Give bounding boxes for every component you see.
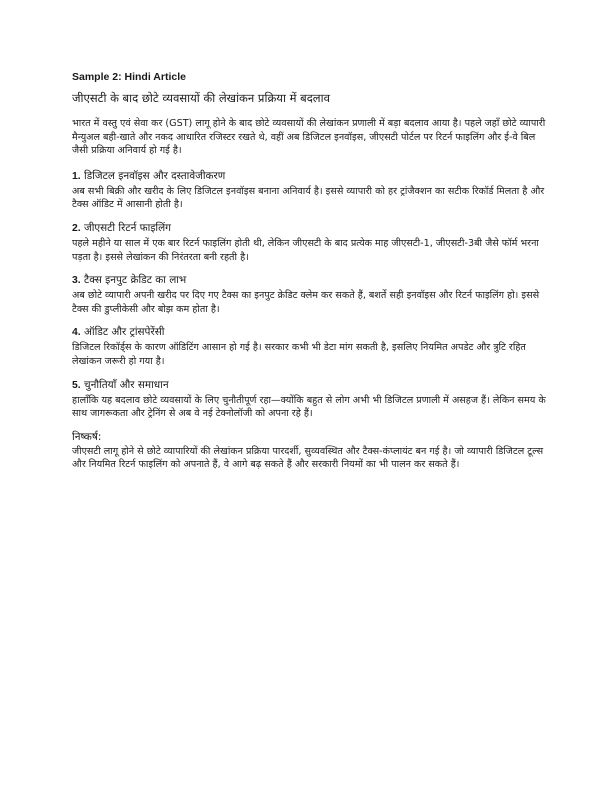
section-number: 5. — [72, 379, 81, 391]
article-title: जीएसटी के बाद छोटे व्यवसायों की लेखांकन प्रक्रिया में बदलाव — [72, 91, 330, 105]
section-body: अब सभी बिक्री और खरीद के लिए डिजिटल इनवॉइस बनाना अनिवार्य है। इससे व्यापारी को हर ट्रांजैक्शन का सटीक रिकॉर्ड मिलता है और टैक्स ऑडिट में आसानी होती है। — [72, 185, 545, 211]
conclusion-heading: निष्कर्ष: — [72, 430, 102, 443]
section-heading — [72, 169, 548, 184]
section-heading-text: ऑडिट और ट्रांसपेरेंसी — [83, 326, 165, 339]
section-body: अब छोटे व्यापारी अपनी खरीद पर दिए गए टैक्स का इनपुट क्रेडिट क्लेम कर सकते हैं, बशर्ते सही इनवॉइस और रिटर्न फाइलिंग हो। इससे टैक्स की डुप्लीकेसी और बोझ कम होता है। — [72, 290, 540, 315]
section-heading-text: डिजिटल इनवॉइस और दस्तावेजीकरण — [83, 169, 226, 182]
section-heading — [72, 325, 548, 340]
intro-paragraph: भारत में वस्तु एवं सेवा कर (GST) लागू होने के बाद छोटे व्यवसायों की लेखांकन प्रणाली में बड़ा बदलाव आया है। पहले जहाँ छोटे व्यापारी मैन्युअल बही-खाते और नकद आधारित रजिस्टर रखते थे, वहीं अब डिजिटल इनवॉइस, जीएसटी पोर्टल पर रिटर्न फाइलिंग और ई-वे बिल जैसी प्रक्रिया अनिवार्य हो गई है। — [72, 118, 546, 157]
section-heading-text: चुनौतियाँ और समाधान — [83, 378, 169, 391]
section-heading — [72, 378, 548, 393]
section-body: हालाँकि यह बदलाव छोटे व्यवसायों के लिए चुनौतीपूर्ण रहा—क्योंकि बहुत से लोग अभी भी डिजिटल प्रणाली में असहज हैं। लेकिन समय के साथ जागरूकता और ट्रेनिंग से अब वे नई टेक्नोलॉजी को अपना रहे हैं। — [72, 394, 546, 420]
section-input-tax-credit — [72, 273, 548, 316]
section-digital-invoice — [72, 169, 548, 212]
section-audit-transparency — [72, 325, 548, 368]
section-number: 1. — [72, 170, 81, 182]
section-heading — [72, 221, 548, 236]
section-heading-text: टैक्स इनपुट क्रेडिट का लाभ — [83, 274, 187, 287]
section-body: पहले महीने या साल में एक बार रिटर्न फाइलिंग होती थी, लेकिन जीएसटी के बाद प्रत्येक माह जीएसटी-1, जीएसटी-3बी जैसे फॉर्म भरना पड़ता है। इससे लेखांकन की निरंतरता बनी रहती है। — [72, 237, 539, 263]
section-challenges-solutions — [72, 378, 548, 421]
conclusion-section — [72, 430, 548, 472]
sample-label: Sample 2: Hindi Article — [72, 71, 186, 83]
section-number: 3. — [72, 275, 81, 287]
section-heading-text: जीएसटी रिटर्न फाइलिंग — [83, 221, 172, 234]
conclusion-body: जीएसटी लागू होने से छोटे व्यापारियों की लेखांकन प्रक्रिया पारदर्शी, सुव्यवस्थित और टैक्स-कंप्लायंट बन गई है। जो व्यापारी डिजिटल टूल्स और नियमित रिटर्न फाइलिंग को अपनाते हैं, वे आगे बढ़ सकते हैं और सरकारी नियमों का भी पालन कर सकते हैं। — [72, 445, 544, 471]
document-page — [72, 70, 548, 481]
section-number: 2. — [72, 222, 81, 234]
section-heading — [72, 273, 548, 288]
section-body: डिजिटल रिकॉर्ड्स के कारण ऑडिटिंग आसान हो गई है। सरकार कभी भी डेटा मांग सकती है, इसलिए नियमित अपडेट और त्रुटि रहित लेखांकन जरूरी हो गया है। — [72, 342, 526, 367]
section-number: 4. — [72, 327, 81, 339]
section-gst-return-filing — [72, 221, 548, 264]
